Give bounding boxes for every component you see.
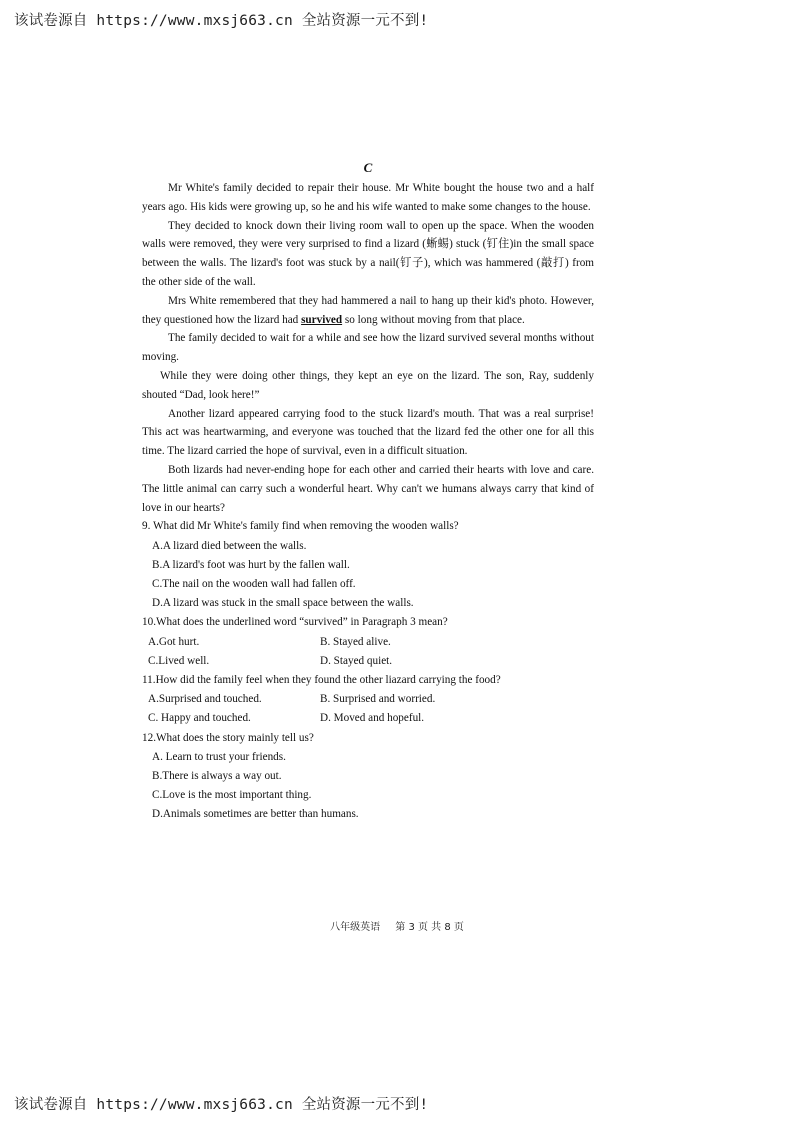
question-9-stem: 9. What did Mr White's family find when removing the wooden walls?: [142, 520, 459, 533]
passage-paragraph-6: Another lizard appeared carrying food to the stuck lizard's mouth. That was a real surprise! This act was heartwarming, and everyone was touched that the lizard fed the other one for all this time. The lizard carried the hope of survival, even in a difficult situation.: [142, 407, 594, 458]
passage-paragraph-1: Mr White's family decided to repair their house. Mr White bought the house two and a half years ago. His kids were growing up, so he and his wife wanted to make some changes to the house.: [142, 182, 594, 213]
question-11-option-a: A.Surprised and touched.: [148, 693, 262, 706]
passage-paragraph-5: While they were doing other things, they kept an eye on the lizard. The son, Ray, suddenly shouted “Dad, look here!”: [142, 369, 594, 401]
section-title: C: [363, 160, 373, 175]
footer-page-number: 第 3 页 共 8 页: [395, 922, 464, 933]
question-11: [142, 671, 594, 729]
question-10: [142, 613, 594, 671]
question-12: [142, 729, 594, 825]
question-10-option-b: B. Stayed alive.: [320, 635, 391, 648]
question-12-option-c: C.Love is the most important thing.: [152, 789, 312, 802]
watermark-bottom: 该试卷源自 https://www.mxsj663.cn 全站资源一元不到!: [14, 1097, 429, 1113]
question-10-option-c: C.Lived well.: [148, 654, 210, 667]
question-9: [142, 517, 594, 613]
question-12-stem: 12.What does the story mainly tell us?: [142, 731, 314, 744]
question-11-option-d: D. Moved and hopeful.: [320, 712, 425, 725]
question-11-stem: 11.How did the family feel when they found the other liazard carrying the food?: [142, 673, 501, 686]
question-9-option-b: B.A lizard's foot was hurt by the fallen wall.: [152, 558, 350, 571]
question-9-option-a: A.A lizard died between the walls.: [152, 539, 307, 552]
question-12-option-a: A. Learn to trust your friends.: [152, 750, 286, 763]
question-12-option-b: B.There is always a way out.: [152, 769, 282, 782]
question-9-option-d: D.A lizard was stuck in the small space between the walls.: [152, 597, 414, 610]
page-footer: [0, 918, 794, 933]
question-9-option-c: C.The nail on the wooden wall had fallen off.: [152, 577, 356, 590]
exam-page-content: [142, 160, 594, 825]
question-12-option-d: D.Animals sometimes are better than humans.: [152, 808, 359, 821]
question-11-option-b: B. Surprised and worried.: [320, 693, 436, 706]
question-11-option-c: C. Happy and touched.: [148, 712, 251, 725]
p3-text-after: so long without moving from that place.: [342, 313, 525, 326]
p3-text-before: Mrs White remembered that they had hammered a nail to hang up their kid's photo. However, they questioned how the lizard had: [142, 294, 594, 326]
question-10-option-a: A.Got hurt.: [148, 635, 200, 648]
footer-subject: 八年级英语: [330, 922, 381, 933]
passage-paragraph-2: They decided to knock down their living room wall to open up the space. When the wooden walls were removed, they were very surprised to find a lizard (蜥蜴) stuck (钉住)in the small space between the walls. The lizard's foot was stuck by a nail(钉子), which was hammered (敲打) from the other side of the wall.: [142, 219, 594, 288]
question-10-stem: 10.What does the underlined word “survived” in Paragraph 3 mean?: [142, 616, 448, 629]
underlined-word-survived: survived: [301, 313, 343, 326]
watermark-top: 该试卷源自 https://www.mxsj663.cn 全站资源一元不到!: [14, 13, 429, 29]
passage-paragraph-3: [142, 292, 594, 330]
passage-paragraph-4: The family decided to wait for a while and see how the lizard survived several months without moving.: [142, 332, 594, 364]
passage-paragraph-7: Both lizards had never-ending hope for each other and carried their hearts with love and care. The little animal can carry such a wonderful heart. Why can't we humans always carry that kind of love in our hearts?: [142, 463, 594, 514]
question-10-option-d: D. Stayed quiet.: [320, 654, 393, 667]
